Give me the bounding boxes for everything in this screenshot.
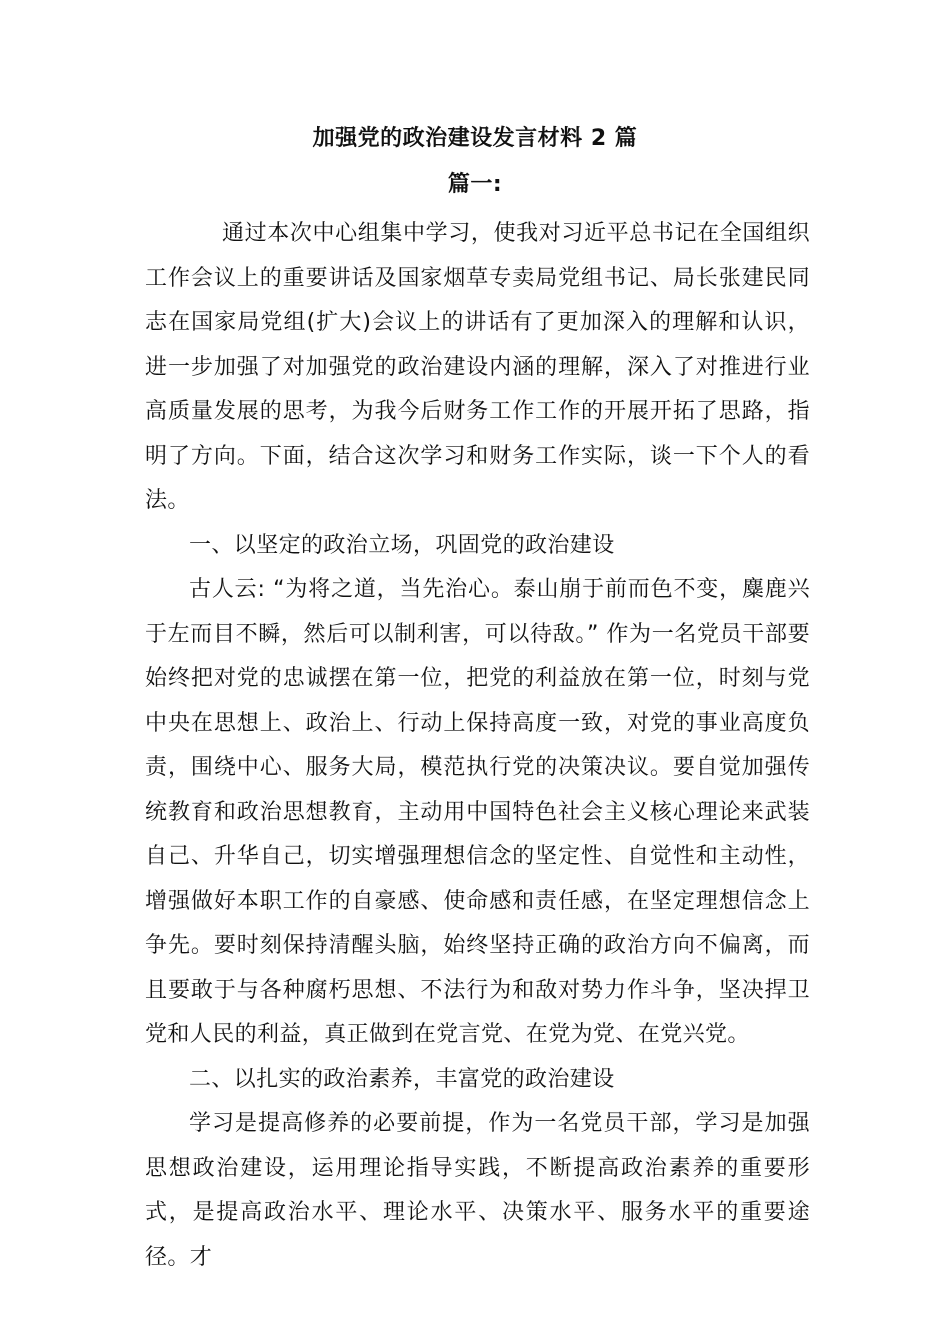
paragraph-section-2: 学习是提高修养的必要前提，作为一名党员干部，学习是加强思想政治建设，运用理论指导实践，不断提高政治素养的重要形式，是提高政治水平、理论水平、决策水平、服务水平的重要途径。才 <box>145 1111 810 1270</box>
document-title: 加强党的政治建设发言材料 2 篇 <box>312 126 638 151</box>
section-subtitle: 篇一: <box>447 172 503 197</box>
document-body <box>145 212 810 1280</box>
section-heading-1: 一、以坚定的政治立场，巩固党的政治建设 <box>189 532 615 558</box>
paragraph-section-1: 古人云: “为将之道，当先治心。泰山崩于前而色不变，麋鹿兴于左而目不瞬，然后可以制利害，可以待敌。” 作为一名党员干部要始终把对党的忠诚摆在第一位，把党的利益放在第一位，时刻与党中央在思想上、政治上、行动上保持高度一致，对党的事业高度负责，围绕中心、服务大局，模范执行党的决策决议。要自觉加强传统教育和政治思想教育，主动用中国特色社会主义核心理论来武装自己、升华自己，切实增强理想信念的坚定性、自觉性和主动性，增强做好本职工作的自豪感、使命感和责任感，在坚定理想信念上争先。要时刻保持清醒头脑，始终坚持正确的政治方向不偏离，而且要敢于与各种腐朽思想、不法行为和敌对势力作斗争，坚决捍卫党和人民的利益，真正做到在党言党、在党为党、在党兴党。 <box>145 577 810 1047</box>
paragraph-intro: 通过本次中心组集中学习，使我对习近平总书记在全国组织工作会议上的重要讲话及国家烟草专卖局党组书记、局长张建民同志在国家局党组(扩大)会议上的讲话有了更加深入的理解和认识，进一步加强了对加强党的政治建设内涵的理解，深入了对推进行业高质量发展的思考，为我今后财务工作工作的开展开拓了思路，指明了方向。下面，结合这次学习和财务工作实际，谈一下个人的看法。 <box>145 221 810 513</box>
section-heading-2: 二、以扎实的政治素养，丰富党的政治建设 <box>189 1066 615 1092</box>
